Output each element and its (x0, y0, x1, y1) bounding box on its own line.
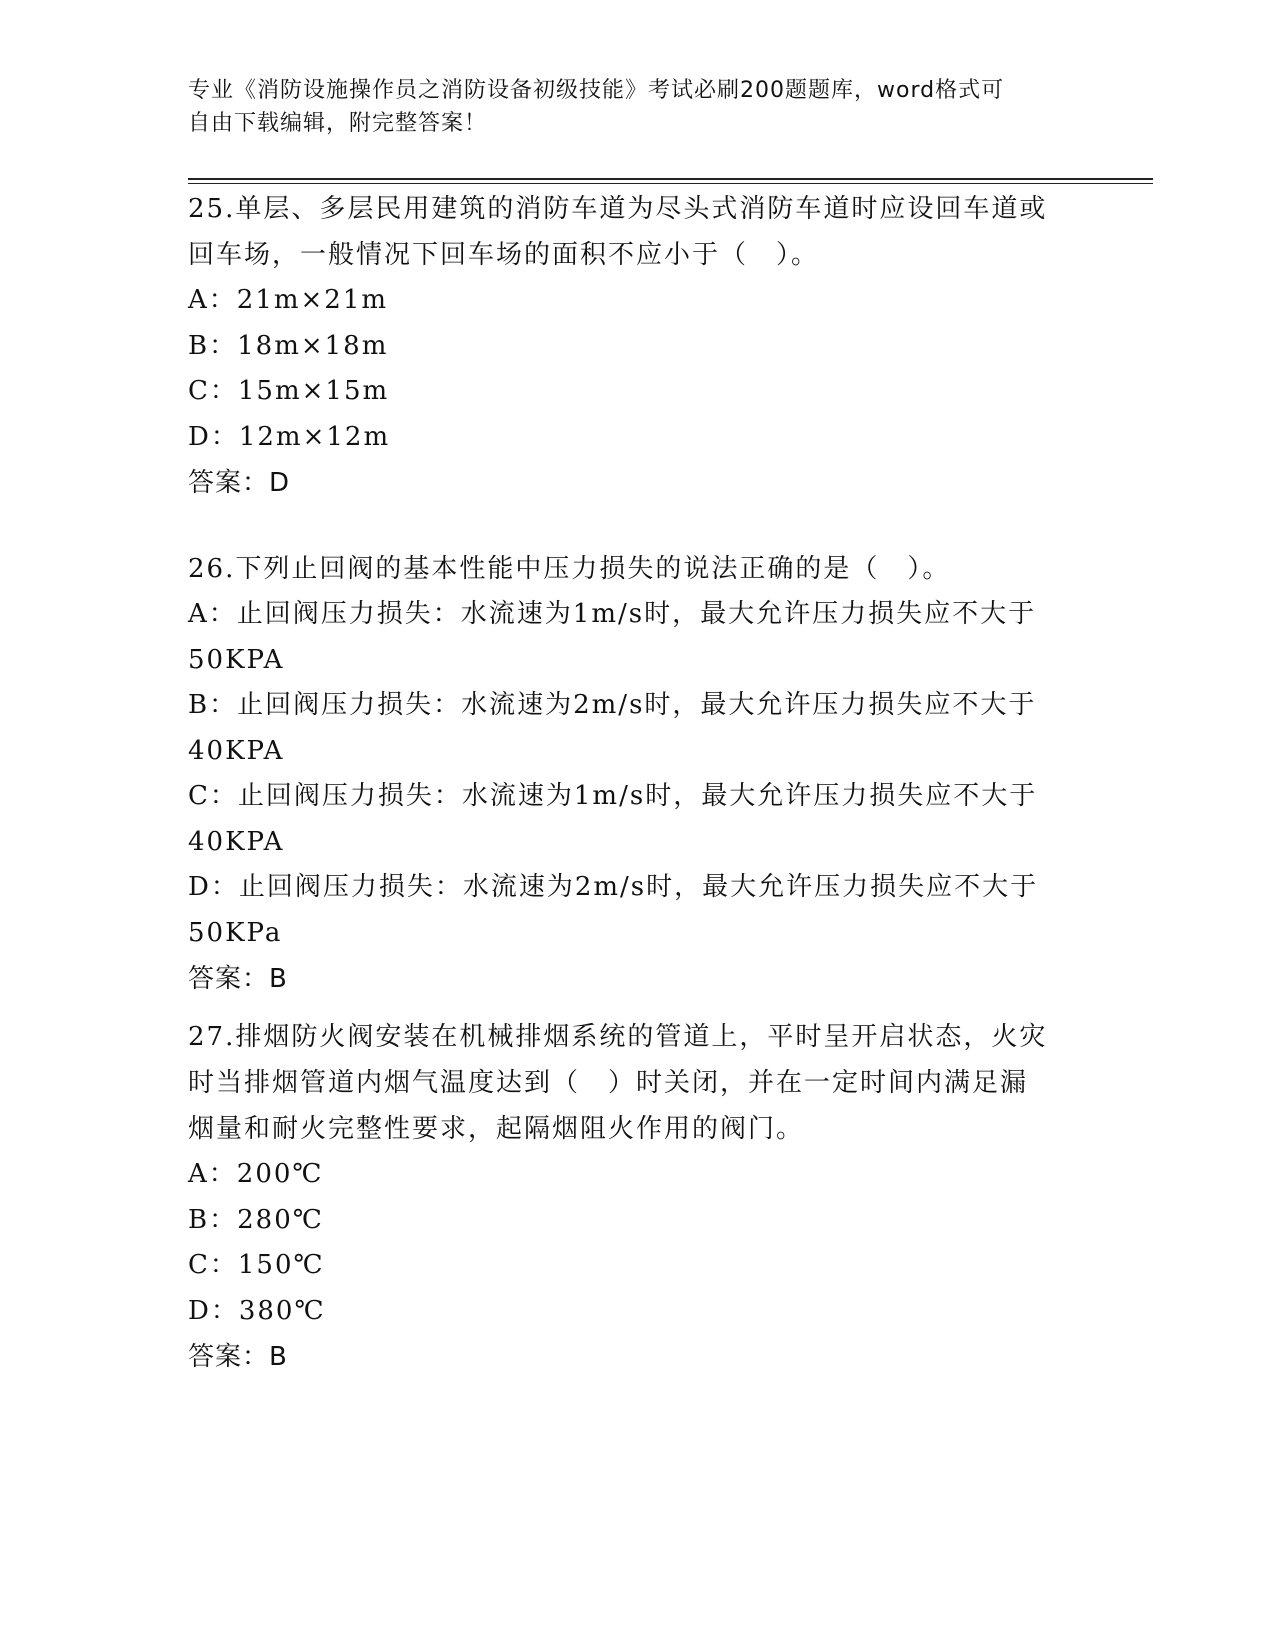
header-divider-thick (188, 178, 1153, 180)
question-stem-line: 25.单层、多层民用建筑的消防车道为尽头式消防车道时应设回车道或 (188, 194, 1048, 224)
question-26 (188, 546, 1088, 1002)
option-a: A：止回阀压力损失：水流速为1m/s时，最大允许压力损失应不大于50KPA (188, 599, 1037, 675)
option-b: B：280℃ (188, 1204, 324, 1235)
question-27 (188, 1014, 1088, 1380)
option-c: C：止回阀压力损失：水流速为1m/s时，最大允许压力损失应不大于40KPA (188, 781, 1038, 857)
option-a: A：21m×21m (188, 285, 389, 315)
answer-line: 答案：B (188, 1342, 288, 1372)
answer-line: 答案：B (188, 964, 288, 994)
question-stem-line: 26.下列止回阀的基本性能中压力损失的说法正确的是（ ）。 (188, 554, 951, 584)
option-c: C：150℃ (188, 1250, 325, 1280)
option-b: B：止回阀压力损失：水流速为2m/s时，最大允许压力损失应不大于40KPA (188, 690, 1037, 766)
option-a: A：200℃ (188, 1159, 324, 1189)
option-d: D：12m×12m (188, 421, 391, 452)
option-d: D：380℃ (188, 1295, 326, 1326)
header-line-1: 专业《消防设施操作员之消防设备初级技能》考试必刷200题题库，word格式可 (188, 78, 1005, 103)
question-25 (188, 186, 1088, 506)
header-divider-thin (188, 183, 1153, 184)
question-stem-line: 27.排烟防火阀安装在机械排烟系统的管道上，平时呈开启状态，火灾 (188, 1022, 1048, 1052)
question-stem-line: 时当排烟管道内烟气温度达到（ ）时关闭，并在一定时间内满足漏 (188, 1068, 1029, 1098)
question-stem-line: 回车场，一般情况下回车场的面积不应小于（ ）。 (188, 240, 820, 270)
option-c: C：15m×15m (188, 376, 390, 406)
document-header (188, 74, 1068, 140)
option-b: B：18m×18m (188, 330, 389, 361)
answer-line: 答案：D (188, 468, 291, 498)
option-d: D：止回阀压力损失：水流速为2m/s时，最大允许压力损失应不大于50KPa (188, 872, 1039, 948)
question-stem-line: 烟量和耐火完整性要求，起隔烟阻火作用的阀门。 (188, 1114, 805, 1144)
header-line-2: 自由下载编辑，附完整答案！ (188, 111, 488, 136)
